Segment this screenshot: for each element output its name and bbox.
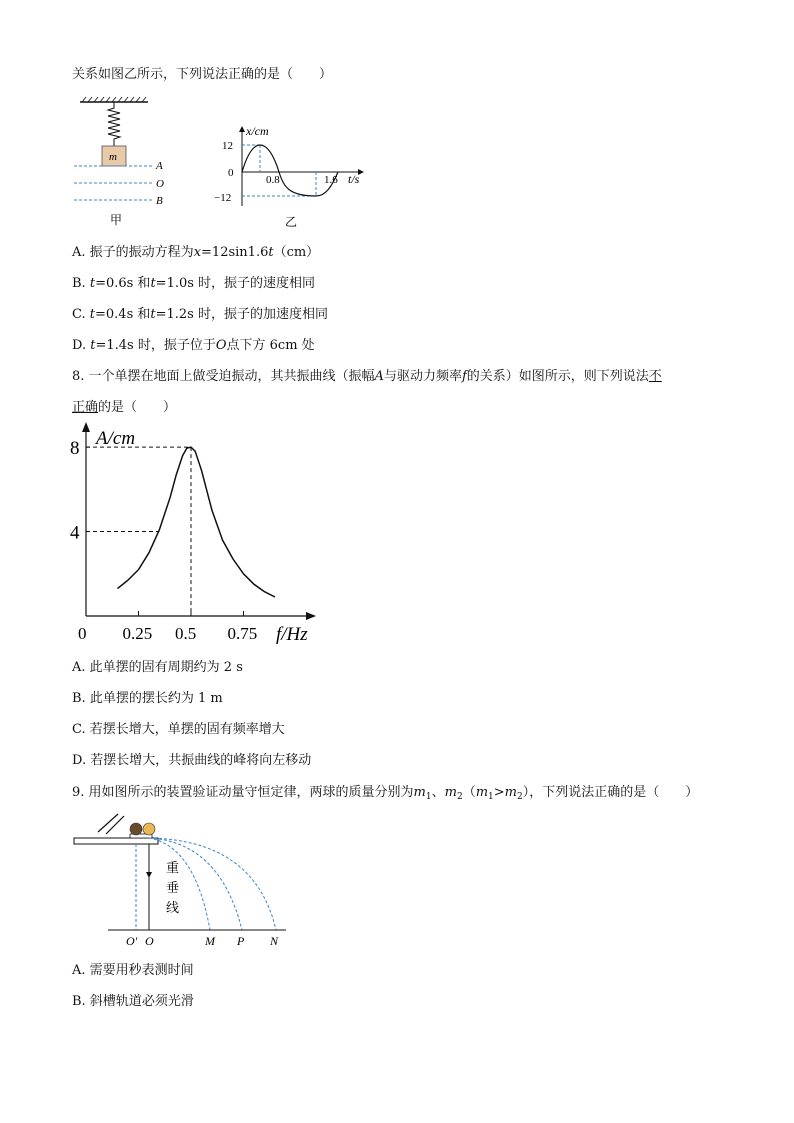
level-a-label: A: [156, 160, 163, 172]
chute-lower: [106, 816, 124, 834]
x-axis-title: t/s: [348, 172, 360, 186]
point-m: M: [205, 934, 215, 948]
y-axis-arrow: [82, 422, 90, 432]
q8-option-c[interactable]: C. 若摆长增大，单摆的固有频率增大: [72, 722, 285, 737]
ball-m1: [130, 823, 142, 835]
q8-option-d[interactable]: D. 若摆长增大，共振曲线的峰将向左移动: [72, 753, 312, 768]
tick-y-bottom: −12: [214, 192, 232, 204]
q7-option-a[interactable]: A. 振子的振动方程为x=12sin1.6t（cm）: [72, 245, 320, 260]
tick-t2: 1.6: [324, 174, 338, 186]
q8-option-a[interactable]: A. 此单摆的固有周期约为 2 s: [72, 660, 243, 675]
y-axis-title: x/cm: [246, 124, 269, 138]
resonance-curve: [118, 447, 276, 597]
q9-stem: 9. 用如图所示的装置验证动量守恒定律，两球的质量分别为$m_1$、$m_2(m_1>m_2)$，下列说法正确的是（ ）: [72, 785, 699, 802]
mass-label: m: [109, 151, 117, 163]
table-top: [74, 838, 158, 844]
point-o-prime: O′: [126, 934, 138, 948]
caption-jia: 甲: [110, 213, 123, 227]
level-o-label: O: [156, 178, 164, 190]
caption-yi: 乙: [285, 215, 298, 229]
figure-q7: [68, 94, 378, 234]
figure-q9: [70, 812, 300, 952]
point-n: N: [270, 934, 279, 948]
trajectory-m: [149, 838, 210, 930]
resonance-chart: [68, 422, 328, 650]
ball-m2: [143, 823, 155, 835]
q8-stem-line1: 8. 一个单摆在地面上做受迫振动，其共振曲线（振幅A与驱动力频率f的关系）如图所示，则下列说法不: [72, 369, 662, 384]
x-tick-label: 0: [78, 624, 87, 643]
x-axis-title: f/Hz: [276, 624, 308, 645]
chute-upper: [98, 814, 118, 832]
trajectory-p: [149, 838, 242, 930]
q7-option-b[interactable]: B. t=0.6s 和t=1.0s 时，振子的速度相同: [72, 276, 316, 291]
option-label: B.: [72, 276, 86, 291]
q7-option-d[interactable]: D. t=1.4s 时，振子位于O点下方 6cm 处: [72, 338, 315, 353]
y-tick-label: 4: [70, 522, 80, 544]
tick-y-top: 12: [222, 140, 233, 152]
x-axis-arrow: [306, 612, 316, 620]
plumb-label-1: 重: [166, 860, 180, 875]
x-tick-label: 0.5: [175, 624, 197, 643]
question-intro: 关系如图乙所示，下列说法正确的是（ ）: [72, 67, 333, 82]
option-label: C.: [72, 307, 86, 322]
plumb-label-3: 线: [166, 900, 180, 915]
x-axis-arrow: [239, 126, 245, 132]
x-tick-label: 0.75: [227, 624, 258, 643]
y-tick-label: 8: [70, 438, 80, 460]
option-label: A.: [72, 245, 86, 260]
plumb-label-2: 垂: [166, 880, 180, 895]
point-p: P: [237, 934, 245, 948]
x-tick-label: 0.25: [122, 624, 153, 643]
q9-option-b[interactable]: B. 斜槽轨道必须光滑: [72, 994, 194, 1009]
plumb-arrow: [146, 872, 152, 878]
q8-stem-line2: 正确的是（ ）: [72, 400, 177, 415]
tick-t1: 0.8: [266, 174, 280, 186]
level-b-label: B: [156, 195, 163, 207]
q8-option-b[interactable]: B. 此单摆的摆长约为 1 m: [72, 691, 223, 706]
tick-y-zero: 0: [228, 167, 234, 179]
sine-curve: [242, 145, 338, 196]
point-o: O: [145, 934, 154, 948]
spring: [108, 102, 120, 146]
q9-option-a[interactable]: A. 需要用秒表测时间: [72, 963, 194, 978]
y-axis-title: A/cm: [96, 428, 136, 449]
q7-option-c[interactable]: C. t=0.4s 和t=1.2s 时，振子的加速度相同: [72, 307, 328, 322]
option-label: D.: [72, 338, 87, 353]
